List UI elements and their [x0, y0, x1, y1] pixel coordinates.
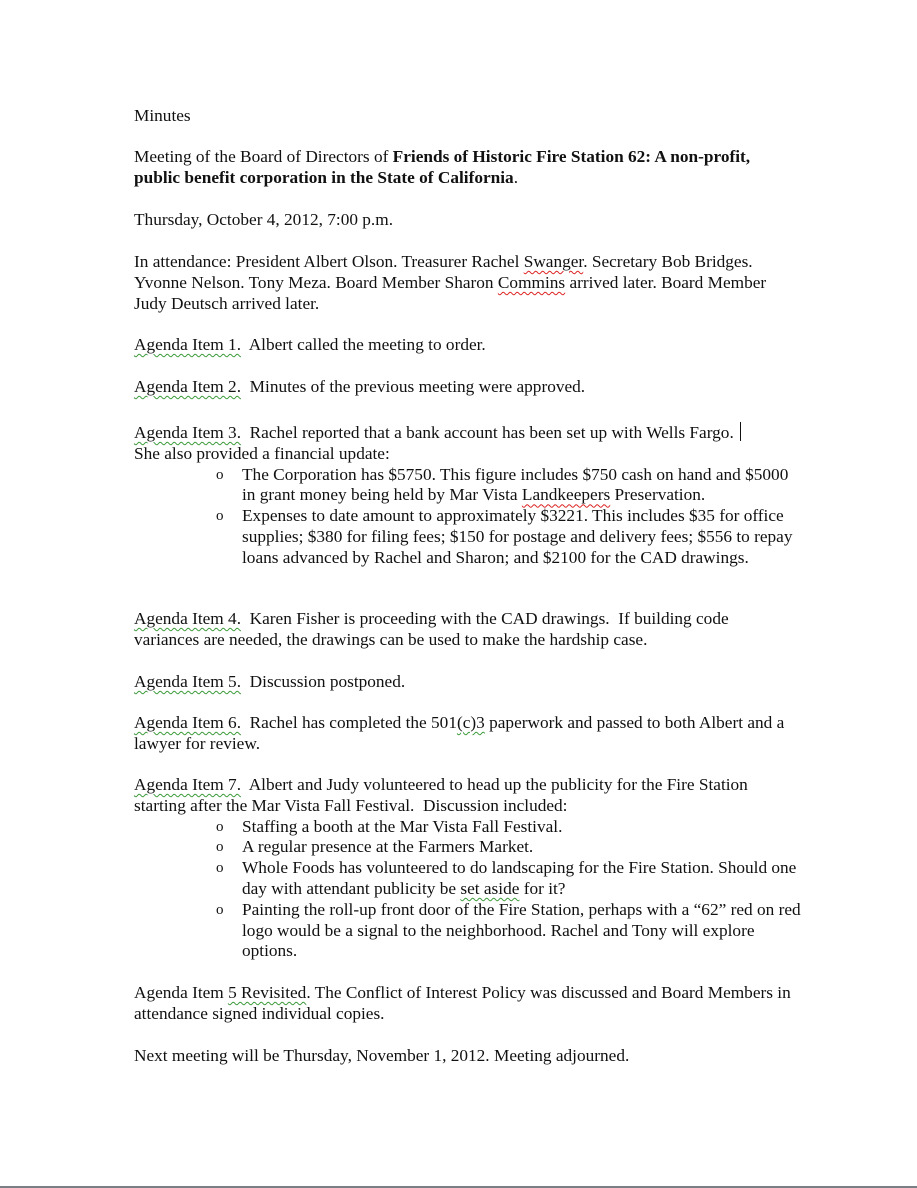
list-item-text: A regular presence at the Farmers Market.	[242, 837, 534, 857]
agenda-item-label[interactable]: Agenda Item 3.	[134, 423, 242, 442]
agenda-item-text: Albert called the meeting to order.	[241, 335, 486, 354]
agenda-item-text: Discussion postponed.	[241, 672, 406, 691]
financial-update-list	[134, 465, 794, 569]
list-item-text: for it?	[519, 878, 566, 898]
agenda-item-5-revisited	[134, 983, 794, 1025]
publicity-discussion-list	[134, 816, 801, 963]
agenda-item-2	[134, 377, 794, 398]
bullet-icon: o	[216, 818, 224, 835]
bullet-icon: o	[216, 860, 224, 877]
agenda-item-text: Rachel reported that a bank account has been set up with Wells Fargo.	[241, 423, 734, 442]
bullet-icon: o	[216, 466, 224, 483]
bullet-icon: o	[216, 839, 224, 856]
list-item	[134, 817, 802, 838]
intro-suffix: .	[513, 167, 519, 187]
agenda-item-label[interactable]: Agenda Item 7.	[134, 775, 242, 794]
agenda-item-3	[134, 422, 794, 569]
agenda-item-4	[134, 609, 794, 651]
list-item	[134, 837, 802, 858]
attendance-paragraph	[134, 252, 794, 314]
agenda-item-6	[134, 713, 794, 755]
closing-line: Next meeting will be Thursday, November 1, 2012. Meeting adjourned.	[134, 1046, 630, 1065]
meeting-date: Thursday, October 4, 2012, 7:00 p.m.	[134, 210, 394, 229]
spelling-flag-commins[interactable]: Commins	[497, 272, 566, 292]
list-item-text: Staffing a booth at the Mar Vista Fall Festival.	[242, 816, 563, 836]
list-item	[134, 506, 802, 568]
agenda-item-text: paperwork and passed to both Albert and a lawyer for review.	[134, 713, 785, 753]
list-item-text: Painting the roll-up front door of the Fire Station, perhaps with a “62” red on red logo would be a signal to the neighborhood. Rachel and Tony will explore options.	[242, 899, 801, 961]
agenda-item-label[interactable]: Agenda Item 4.	[134, 609, 242, 628]
agenda-item-label[interactable]: Agenda Item 2.	[134, 377, 242, 396]
list-item	[134, 465, 802, 507]
list-item-text: Expenses to date amount to approximately $3221. This includes $35 for office supplies; $380 for filing fees; $150 for postage and delivery fees; $556 to repay loans advanced by Rachel and Sharon; and $2100 for the CAD drawings.	[242, 506, 793, 567]
agenda-item-label[interactable]: Agenda Item 6.	[134, 713, 242, 732]
list-item-text: Preservation.	[610, 485, 706, 505]
bullet-icon: o	[216, 901, 224, 918]
bullet-icon: o	[216, 508, 224, 525]
text-cursor	[740, 422, 741, 441]
agenda-item-label[interactable]: Agenda Item 1.	[134, 335, 242, 354]
agenda-item-7	[134, 775, 801, 962]
agenda-item-text-continued: She also provided a financial update:	[134, 443, 390, 463]
agenda-item-text: Rachel has completed the 501	[241, 713, 457, 732]
agenda-item-1	[134, 335, 794, 356]
attendance-text: . Secretary Bob Bridges. Yvonne Nelson. Tony Meza. Board Member Sharon	[134, 252, 753, 292]
attendance-text: arrived later. Board Member Judy Deutsch arrived later.	[134, 272, 767, 313]
agenda-item-text: Albert and Judy volunteered to head up the publicity for the Fire Station starting after the Mar Vista Fall Festival. Discussion included:	[134, 775, 753, 815]
grammar-flag-c3[interactable]: (c)3	[456, 713, 485, 732]
organization-name: Friends of Historic Fire Station 62: A non-profit, public benefit corporation in the State of California	[134, 147, 751, 187]
list-item-text: The Corporation has $5750. This figure includes $750 cash on hand and $5000 in grant money being held by Mar Vista	[242, 464, 789, 505]
meeting-intro	[134, 147, 794, 189]
agenda-item-label[interactable]: Agenda Item 5.	[134, 672, 242, 691]
grammar-flag-set-aside[interactable]: set aside	[460, 878, 520, 898]
spelling-flag-landkeepers[interactable]: Landkeepers	[521, 485, 611, 505]
agenda-item-label: Agenda Item	[134, 983, 229, 1002]
spelling-flag-swanger[interactable]: Swanger	[523, 252, 584, 271]
agenda-item-5	[134, 672, 794, 693]
agenda-item-text: Karen Fisher is proceeding with the CAD drawings. If building code variances are needed, the drawings can be used to make the hardship case.	[134, 609, 733, 649]
intro-prefix: Meeting of the Board of Directors of	[134, 147, 393, 166]
grammar-flag-revisited[interactable]: 5 Revisited	[228, 983, 307, 1002]
list-item-text: Whole Foods has volunteered to do landscaping for the Fire Station. Should one day with attendant publicity be	[242, 858, 797, 898]
attendance-text: In attendance: President Albert Olson. Treasurer Rachel	[134, 252, 524, 271]
document-heading: Minutes	[134, 106, 191, 125]
agenda-item-text: . The Conflict of Interest Policy was discussed and Board Members in attendance signed individual copies.	[134, 983, 791, 1023]
list-item	[134, 858, 802, 900]
list-item	[134, 900, 802, 962]
agenda-item-text: Minutes of the previous meeting were approved.	[241, 377, 586, 396]
